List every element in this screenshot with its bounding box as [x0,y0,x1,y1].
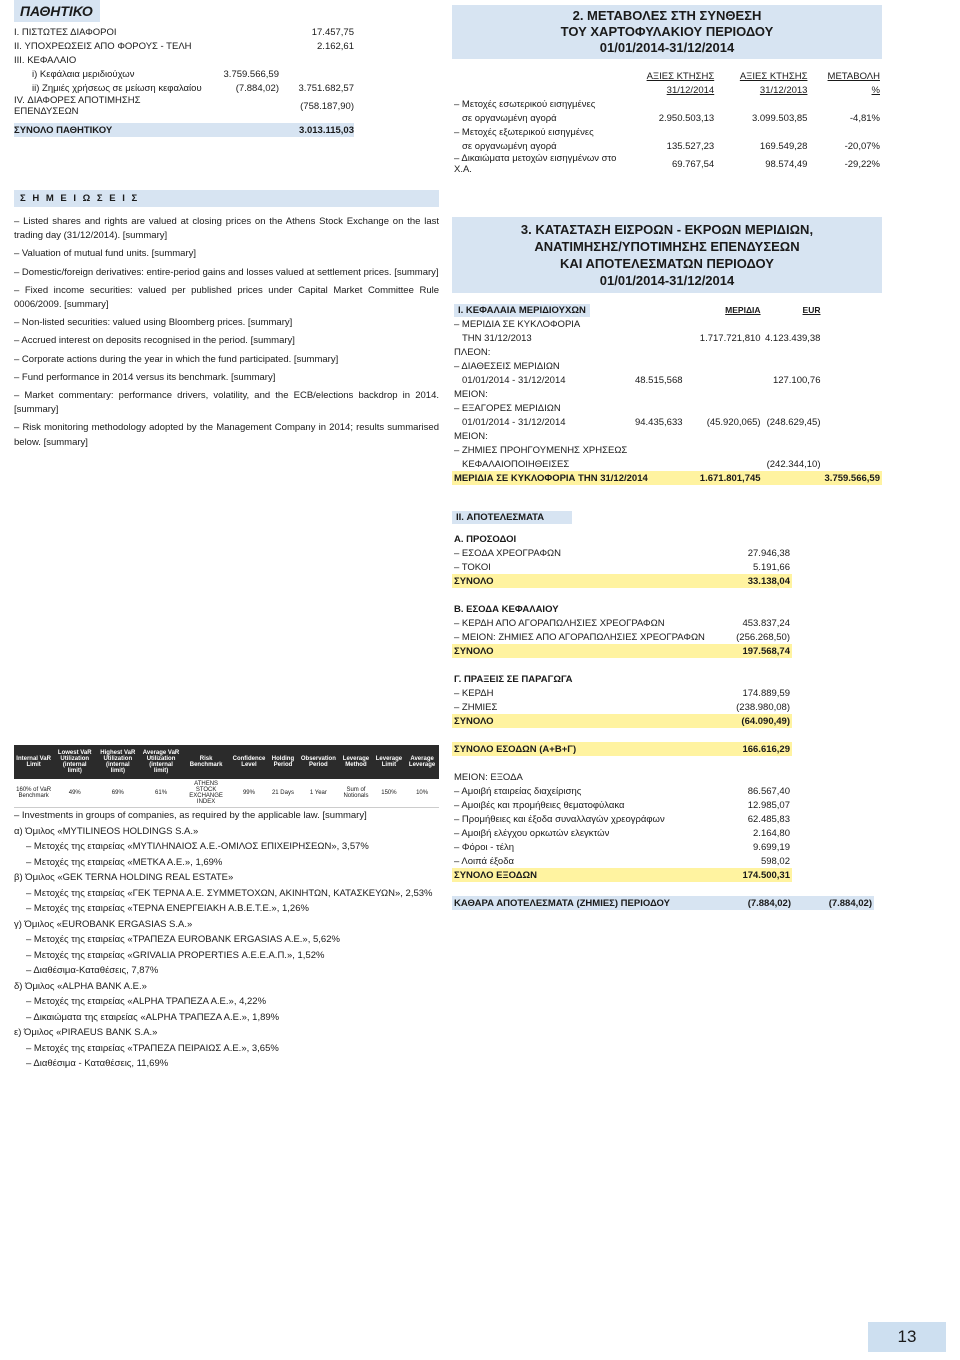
note-paragraph: – Valuation of mutual fund units. [summary] [14,248,196,260]
flows-row-label: ΠΛΕΟΝ: [454,346,491,358]
liabilities-row-label: II. ΥΠΟΧΡΕΩΣΕΙΣ ΑΠΟ ΦΟΡΟΥΣ - ΤΕΛΗ [14,40,192,52]
derivatives-title: Γ. ΠΡΑΞΕΙΣ ΣΕ ΠΑΡΑΓΩΓΑ [454,673,573,685]
portfolio-row-values [452,139,882,153]
flows-row-a [633,317,685,331]
flows-row-label: – ΜΕΡΙΔΙΑ ΣΕ ΚΥΚΛΟΦΟΡΙΑ [454,318,581,330]
notes-heading: Σ Η Μ Ε Ι Ω Σ Ε Ι Σ [14,190,439,207]
group-item: – Δικαιώματα της εταιρείας «ALPHA ΤΡΑΠΕΖΑ Α.Ε.», 1,89% [26,1011,280,1023]
flows-row [452,415,882,429]
result-label: – ΜΕΙΟΝ: ΖΗΜΙΕΣ ΑΠΟ ΑΓΟΡΑΠΩΛΗΣΙΕΣ ΧΡΕΟΓΡΑΦΩΝ [454,631,705,643]
result-label: – Φόροι - τέλη [454,841,515,853]
result-label: – ΤΟΚΟΙ [454,561,491,573]
results-section-title: II. ΑΠΟΤΕΛΕΣΜΑΤΑ [452,511,572,524]
liabilities-total-row [14,123,354,137]
risk-cell: 21 Days [268,779,297,808]
net-result-label: ΚΑΘΑΡΑ ΑΠΟΤΕΛΕΣΜΑΤΑ (ΖΗΜΙΕΣ) ΠΕΡΙΟΔΟΥ [454,897,671,909]
result-value: 86.567,40 [747,785,790,797]
flows-title-4: 01/01/2014-31/12/2014 [599,273,735,288]
liabilities-row-label: IV. ΔΙΑΦΟΡΕΣ ΑΠΟΤΙΜΗΣΗΣ ΕΠΕΝΔΥΣΕΩΝ [14,95,141,117]
liabilities-row-label: ii) Ζημιές χρήσεως σε μείωση κεφαλαίου [32,82,202,94]
result-label: – Λοιπά έξοδα [454,855,514,867]
result-row [452,798,792,812]
portfolio-col3b: % [871,84,880,96]
liabilities-row-sub: 3.759.566,59 [223,68,279,80]
portfolio-value: 2.950.503,13 [658,112,715,124]
portfolio-table [452,69,882,175]
result-row [452,616,792,630]
portfolio-col2a: ΑΞΙΕΣ ΚΤΗΣΗΣ [739,70,808,82]
result-row [452,546,792,560]
flows-row [452,359,882,373]
result-value: (256.268,50) [736,631,790,643]
flows-row-label: ΤΗΝ 31/12/2013 [462,332,532,344]
risk-header-cell: Risk Benchmark [183,745,230,779]
portfolio-col1b: 31/12/2014 [666,84,715,96]
flows-row-c: 4.123.439,38 [765,332,821,344]
flows-row-c: (248.629,45) [766,416,821,428]
capital-income-total-label: ΣΥΝΟΛΟ [454,645,494,657]
flows-table [452,303,882,910]
group-item: α) Όμιλος «MYTILINEOS HOLDINGS S.A.» [14,825,199,837]
note-paragraph: – Accrued interest on deposits recognised in the period. [summary] [14,335,295,347]
flows-title-1: 3. ΚΑΤΑΣΤΑΣΗ ΕΙΣΡΟΩΝ - ΕΚΡΟΩΝ ΜΕΡΙΔΙΩΝ, [520,222,814,237]
risk-cell: ATHENS STOCK EXCHANGE INDEX [183,779,230,808]
liabilities-row [14,39,439,53]
risk-header-cell: Internal VaR Limit [14,745,53,779]
portfolio-value: 98.574,49 [765,158,808,170]
groups-list [14,808,439,1072]
result-row [452,854,792,868]
result-value: 62.485,83 [747,813,790,825]
portfolio-title-box [452,5,882,59]
portfolio-value: 3.099.503,85 [751,112,808,124]
liabilities-row-sub: (7.884,02) [235,82,279,94]
flows-row [452,457,882,471]
flows-row-label: 01/01/2014 - 31/12/2014 [462,416,566,428]
flows-row-a [633,359,685,373]
liabilities-row-value: (758.187,90) [300,100,354,112]
result-row [452,840,792,854]
portfolio-row [452,97,882,111]
note-paragraph: – Domestic/foreign derivatives: entire-period gains and losses valued at settlement prices. [summary] [14,266,439,278]
flows-row-a [633,443,685,457]
flows-row-c: (242.344,10) [766,458,821,470]
portfolio-title-2: ΤΟΥ ΧΑΡΤΟΦΥΛΑΚΙΟΥ ΠΕΡΙΟΔΟΥ [560,24,774,39]
capital-income-title: Β. ΕΣΟΔΑ ΚΕΦΑΛΑΙΟΥ [454,603,559,615]
portfolio-value: 69.767,54 [671,158,715,170]
liabilities-row [14,25,439,39]
flows-row [452,373,882,387]
liabilities-row-value: 2.162,61 [317,40,354,52]
flows-row-a [633,345,685,359]
flows-row-b: 1.717.721,810 [699,332,761,344]
result-label: – ΚΕΡΔΗ [454,687,494,699]
group-item: β) Όμιλος «GEK TERNA HOLDING REAL ESTATE» [14,872,234,883]
result-row [452,700,792,714]
result-value: 5.191,66 [753,561,790,573]
portfolio-col3a: ΜΕΤΑΒΟΛΗ [827,70,880,82]
group-item: – Μετοχές της εταιρείας «ΤΕΡΝΑ ΕΝΕΡΓΕΙΑΚΗ Α.Β.Ε.Τ.Ε.», 1,26% [26,903,309,914]
portfolio-row-sublabel: σε οργανωμένη αγορά [462,140,557,152]
result-row [452,826,792,840]
risk-header-cell: Confidence Level [229,745,268,779]
result-row [452,812,792,826]
flows-title-box [452,217,882,293]
result-row [452,630,792,644]
risk-cell: 69% [96,779,139,808]
result-value: (238.980,08) [736,701,790,713]
group-item: – Μετοχές της εταιρείας «GRIVALIA PROPERTIES Α.Ε.Ε.Α.Π.», 1,52% [26,949,325,961]
group-item: – Μετοχές της εταιρείας «ΤΡΑΠΕΖΑ ΠΕΙΡΑΙΩΣ Α.Ε.», 3,65% [26,1042,279,1054]
right-column [452,0,882,910]
net-result-row [452,896,874,910]
flows-row-c [763,387,823,401]
units-total-label: ΜΕΡΙΔΙΑ ΣΕ ΚΥΚΛΟΦΟΡΙΑ ΤΗΝ 31/12/2014 [454,472,648,484]
col-eur-header: EUR [802,305,821,315]
liabilities-row-label: III. ΚΕΦΑΛΑΙΟ [14,54,77,66]
risk-table-row [14,779,439,808]
portfolio-row-sublabel: σε οργανωμένη αγορά [462,112,557,124]
result-row [452,686,792,700]
income-total: 33.138,04 [747,575,790,587]
portfolio-title-1: 2. ΜΕΤΑΒΟΛΕΣ ΣΤΗ ΣΥΝΘΕΣΗ [572,8,762,23]
portfolio-row-values [452,111,882,125]
group-item: γ) Όμιλος «EUROBANK ERGASIAS S.A.» [14,918,193,930]
result-value: 453.837,24 [742,617,790,629]
liabilities-row [14,95,439,117]
portfolio-value: -29,22% [844,158,880,170]
flows-row-b [685,359,763,373]
group-item: – Μετοχές της εταιρείας «ΜΥΤΙΛΗΝΑΙΟΣ Α.Ε.-ΟΜΙΛΟΣ ΕΠΙΧΕΙΡΗΣΕΩΝ», 3,57% [26,841,369,852]
flows-row-label: – ΕΞΑΓΟΡΕΣ ΜΕΡΙΔΙΩΝ [454,402,561,414]
result-label: – ΚΕΡΔΗ ΑΠΟ ΑΓΟΡΑΠΩΛΗΣΙΕΣ ΧΡΕΟΓΡΑΦΩΝ [454,617,665,629]
risk-cell: 150% [373,779,406,808]
flows-row-label: ΜΕΙΟΝ: [454,430,488,442]
group-item: – Μετοχές της εταιρείας «ΤΡΑΠΕΖΑ EUROBANK ERGASIAS A.E.», 5,62% [26,934,340,945]
income-total-label: ΣΥΝΟΛΟ [454,575,494,587]
flows-row-a [633,331,685,345]
note-paragraph: – Fund performance in 2014 versus its benchmark. [summary] [14,371,276,383]
total-income-label: ΣΥΝΟΛΟ ΕΣΟΔΩΝ (Α+Β+Γ) [454,743,577,755]
risk-table [14,745,439,808]
result-value: 9.699,19 [753,841,790,853]
units-total-eur: 3.759.566,59 [824,472,880,484]
risk-header-cell: Leverage Limit [373,745,406,779]
flows-row [452,429,882,443]
result-row [452,784,792,798]
expenses-title: ΜΕΙΟΝ: ΕΞΟΔΑ [454,771,523,783]
portfolio-row-label: – Μετοχές εξωτερικού εισηγμένες [454,126,594,138]
units-total-row [452,471,882,485]
flows-row-b [685,317,763,331]
groups-intro: – Investments in groups of companies, as required by the applicable law. [summary] [14,810,367,821]
units-total-units: 1.671.801,745 [699,472,761,484]
result-label: – Αμοιβή εταιρείας διαχείρισης [454,785,582,797]
result-label: – Αμοιβές και προμήθειες θεματοφύλακα [454,799,625,811]
flows-row-b [685,429,763,443]
flows-row [452,331,882,345]
liabilities-row-value: 17.457,75 [311,26,354,38]
risk-cell: 1 Year [298,779,340,808]
portfolio-row-sublabel: – Δικαιώματα μετοχών εισηγμένων στο Χ.Α. [454,153,617,175]
flows-row-a [633,429,685,443]
derivatives-total-label: ΣΥΝΟΛΟ [454,715,494,727]
risk-header-cell: Average Leverage [405,745,439,779]
result-value: 174.889,59 [742,687,790,699]
liabilities-row-label: i) Κεφάλαια μεριδιούχων [32,68,135,80]
note-paragraph: – Non-listed securities: valued using Bloomberg prices. [summary] [14,317,293,329]
group-item: – Μετοχές της εταιρείας «ALPHA ΤΡΑΠΕΖΑ Α.Ε.», 4,22% [26,996,267,1007]
flows-row-a: 48.515,568 [634,374,683,386]
col-units-header: ΜΕΡΙΔΙΑ [725,305,761,315]
portfolio-col2b: 31/12/2013 [759,84,808,96]
risk-header-cell: Observation Period [298,745,340,779]
liabilities-total-label: ΣΥΝΟΛΟ ΠΑΘΗΤΙΚΟΥ [14,124,113,136]
group-item: – Μετοχές της εταιρείας «ΓΕΚ ΤΕΡΝΑ Α.Ε. ΣΥΜΜΕΤΟΧΩΝ, ΑΚΙΝΗΤΩΝ, ΚΑΤΑΣΚΕΥΩΝ», 2,53% [26,887,433,899]
risk-cell: 160% of VaR Benchmark [14,779,53,808]
risk-header-cell: Highest VaR Utilization (internal limit) [96,745,139,779]
capital-income-total: 197.568,74 [742,645,790,657]
expenses-total-value: 174.500,31 [742,869,790,881]
notes-body [14,215,439,454]
portfolio-value: -4,81% [849,112,880,124]
result-label: – ΕΣΟΔΑ ΧΡΕΟΓΡΑΦΩΝ [454,547,561,559]
flows-row-a: 94.435,633 [634,416,683,428]
portfolio-value: 169.549,28 [759,140,808,152]
flows-row-b [685,443,763,457]
flows-row-b [685,345,763,359]
flows-row-b [685,387,763,401]
risk-header-cell: Leverage Method [339,745,372,779]
liabilities-total-value: 3.013.115,03 [299,124,354,136]
flows-row-label: ΜΕΙΟΝ: [454,388,488,400]
note-paragraph: – Fixed income securities: valued per published prices under Capital Market Committee Rule 0006/2009. [summary] [14,284,439,311]
liabilities-title: ΠΑΘΗΤΙΚΟ [14,0,100,22]
note-paragraph: – Corporate actions during the year in which the fund participated. [summary] [14,353,339,365]
note-paragraph: – Market commentary: performance drivers, volatility, and the ECB/elections backdrop in 2014. [summary] [14,390,439,416]
result-value: 2.164,80 [753,827,790,839]
flows-row-c [763,443,823,457]
portfolio-row [452,125,882,139]
liabilities-rows [14,25,439,117]
flows-row-a [633,401,685,415]
portfolio-row-label: – Μετοχές εσωτερικού εισηγμένες [454,98,596,110]
total-income-value: 166.616,29 [742,743,790,755]
flows-row-c [763,401,823,415]
risk-cell: 49% [53,779,96,808]
result-value: 598,02 [760,855,790,867]
result-row [452,560,792,574]
flows-row-c: 127.100,76 [772,374,821,386]
flows-row-b [685,401,763,415]
flows-row-label: – ΔΙΑΘΕΣΕΙΣ ΜΕΡΙΔΙΩΝ [454,360,560,372]
flows-row-label: ΚΕΦΑΛΑΙΟΠΟΙΗΘΕΙΣΕΣ [462,458,570,470]
portfolio-col1a: ΑΞΙΕΣ ΚΤΗΣΗΣ [646,70,715,82]
flows-row-label: – ΖΗΜΙΕΣ ΠΡΟΗΓΟΥΜΕΝΗΣ ΧΡΗΣΕΩΣ [454,444,628,456]
net-result-value-2: (7.884,02) [828,897,872,909]
note-paragraph: – Listed shares and rights are valued at closing prices on the Athens Stock Exchange on the last trading day (31/12/2014). [summary] [14,216,439,242]
capital-section-title: I. ΚΕΦΑΛΑΙΑ ΜΕΡΙΔΙΟΥΧΩΝ [454,304,590,317]
flows-row-c [763,359,823,373]
risk-header-cell: Holding Period [268,745,297,779]
risk-cell: Sum of Notionals [339,779,372,808]
flows-row-c [763,317,823,331]
liabilities-row [14,81,439,95]
flows-row-label: 01/01/2014 - 31/12/2014 [462,374,566,386]
flows-row-b [685,373,763,387]
income-title: Α. ΠΡΟΣΟΔΟΙ [454,533,517,545]
flows-row [452,443,882,457]
flows-row-c [763,345,823,359]
flows-row-b [685,457,763,471]
risk-header-cell: Lowest VaR Utilization (internal limit) [53,745,96,779]
flows-row-c [763,429,823,443]
risk-cell: 61% [139,779,182,808]
flows-row [452,345,882,359]
liabilities-row-value: 3.751.682,57 [298,82,354,94]
page-number: 13 [868,1322,946,1352]
note-paragraph: – Risk monitoring methodology adopted by the Management Company in 2014; results summarised below. [summary] [14,422,439,448]
risk-cell: 10% [405,779,439,808]
flows-row-a [633,457,685,471]
group-item: – Μετοχές της εταιρείας «ΜΕΤΚΑ Α.Ε.», 1,69% [26,856,223,868]
portfolio-value: -20,07% [844,140,880,152]
group-item: – Διαθέσιμα - Καταθέσεις, 11,69% [26,1058,169,1069]
derivatives-total: (64.090,49) [741,715,790,727]
liabilities-section [14,0,439,137]
result-label: – Αμοιβή ελέγχου ορκωτών ελεγκτών [454,827,610,839]
risk-cell: 99% [229,779,268,808]
flows-row [452,387,882,401]
liabilities-row [14,53,439,67]
expenses-total-label: ΣΥΝΟΛΟ ΕΞΟΔΩΝ [454,869,538,881]
group-item: – Διαθέσιμα-Καταθέσεις, 7,87% [26,965,159,976]
group-item: δ) Όμιλος «ALPHA BANK A.E.» [14,980,147,992]
liabilities-row [14,67,439,81]
flows-row [452,401,882,415]
flows-row-b: (45.920,065) [706,416,761,428]
flows-row-a [633,387,685,401]
risk-table-header [14,745,439,779]
liabilities-row-label: I. ΠΙΣΤΩΤΕΣ ΔΙΑΦΟΡΟΙ [14,26,117,38]
result-value: 27.946,38 [747,547,790,559]
net-result-value-1: (7.884,02) [747,897,791,909]
flows-title-2: ΑΝΑΤΙΜΗΣΗΣ/ΥΠΟΤΙΜΗΣΗΣ ΕΠΕΝΔΥΣΕΩΝ [534,239,800,254]
risk-header-cell: Average VaR Utilization (internal limit) [139,745,182,779]
result-label: – ΖΗΜΙΕΣ [454,701,498,713]
result-label: – Προμήθειες και έξοδα συναλλαγών χρεογράφων [454,813,665,825]
group-item: ε) Όμιλος «PIRAEUS BANK S.A.» [14,1027,158,1038]
portfolio-title-3: 01/01/2014-31/12/2014 [599,40,735,55]
portfolio-row-values [452,153,882,175]
flows-row [452,317,882,331]
flows-title-3: ΚΑΙ ΑΠΟΤΕΛΕΣΜΑΤΩΝ ΠΕΡΙΟΔΟΥ [560,256,774,271]
portfolio-value: 135.527,23 [666,140,715,152]
result-value: 12.985,07 [747,799,790,811]
